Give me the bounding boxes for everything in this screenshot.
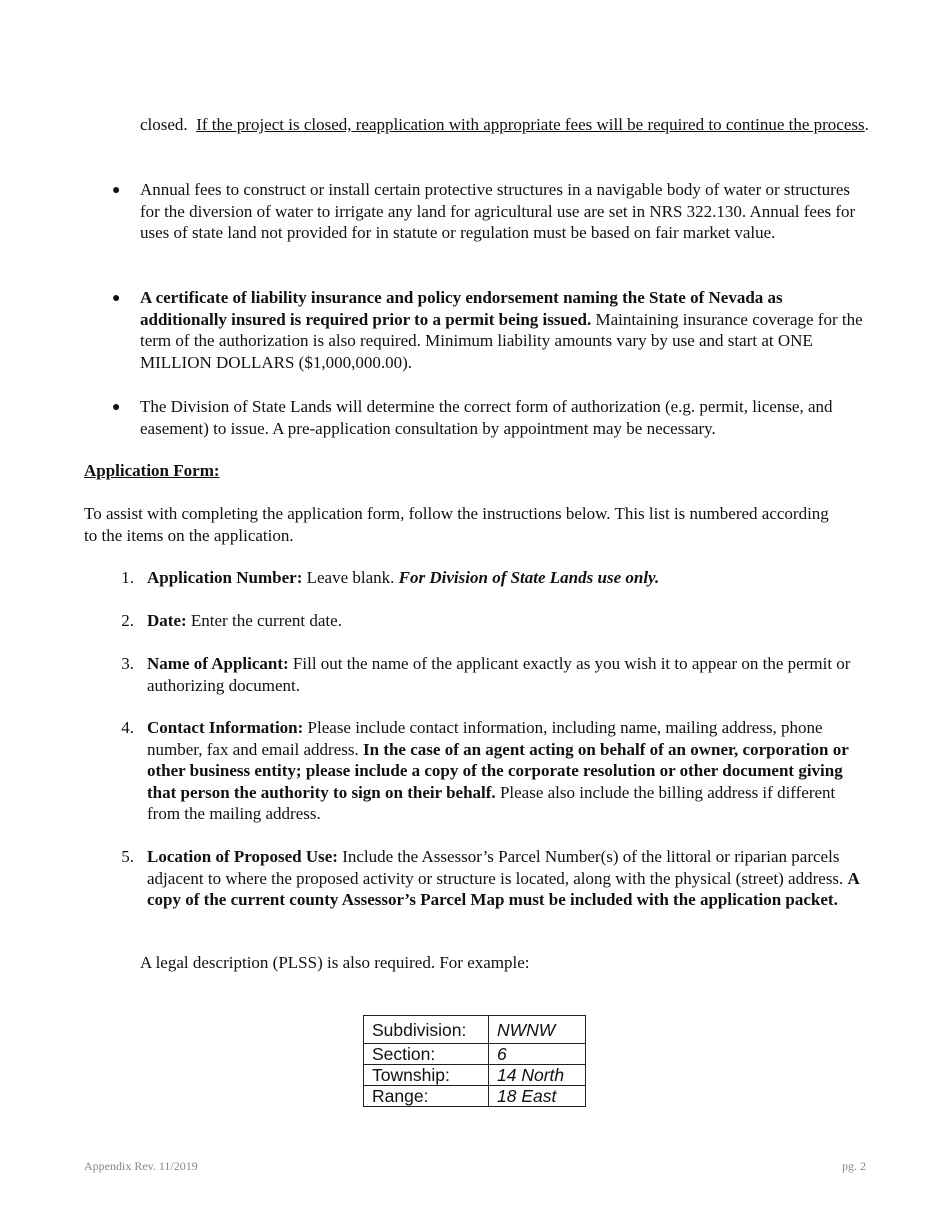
bullet-fees: Annual fees to construct or install certain protective structures in a navigable body of water or structures for the diversion of water to irrigate any land for agricultural use are set in NRS 322.130. Annual fees for uses of state land not provided for in statute or regulation must be based on fair market value. — [140, 180, 856, 242]
item-number: 3. — [121, 654, 134, 673]
bullet-icon: ● — [112, 183, 121, 198]
plss-value: NWNW — [489, 1016, 586, 1044]
item-number: 2. — [121, 611, 134, 630]
intro-period: . — [864, 115, 869, 134]
item-label: Location of Proposed Use: — [147, 847, 338, 866]
item-label: Date: — [147, 611, 187, 630]
intro-reapplication-note: If the project is closed, reapplication with appropriate fees will be required to continue the process — [196, 115, 865, 134]
legal-description-note: A legal description (PLSS) is also required. For example: — [140, 953, 530, 972]
bullet-authorization: The Division of State Lands will determine the correct form of authorization (e.g. permit, license, and easement) to issue. A pre-application consultation by appointment may be necessary. — [140, 397, 833, 438]
item-date — [147, 610, 867, 632]
item-text: Leave blank. — [302, 568, 399, 587]
bullet-icon: ● — [112, 400, 121, 415]
item-text: Fill out the name of the applicant exactly as you wish it to appear on the permit or authorizing document. — [147, 654, 851, 695]
item-bold-note: A copy of the current county Assessor’s Parcel Map must be included with the application packet. — [147, 868, 859, 909]
plss-value: 18 East — [489, 1086, 586, 1107]
item-number: 4. — [121, 718, 134, 737]
application-form-heading: Application Form: — [84, 461, 220, 480]
item-label: Contact Information: — [147, 718, 304, 737]
bullet-icon: ● — [112, 291, 121, 306]
item-number: 1. — [121, 568, 134, 587]
footer-revision: Appendix Rev. 11/2019 — [84, 1159, 198, 1173]
insurance-requirement: A certificate of liability insurance and policy endorsement naming the State of Nevada as additionally insured is required prior to a permit being issued. — [140, 288, 783, 329]
application-form-intro: To assist with completing the application form, follow the instructions below. This list is numbered according to the items on the application. — [84, 504, 829, 545]
intro-paragraph — [140, 114, 870, 136]
item-number: 5. — [121, 847, 134, 866]
table-row — [364, 1044, 586, 1065]
bullet-insurance — [140, 287, 864, 373]
item-text: Include the Assessor’s Parcel Number(s) of the littoral or riparian parcels adjacent to where the proposed activity or structure is located, along with the physical (street) address. — [147, 847, 848, 888]
item-label: Application Number: — [147, 568, 303, 587]
plss-label: Township: — [364, 1065, 489, 1086]
intro-closed-word: closed. — [140, 115, 188, 134]
insurance-details: Maintaining insurance coverage for the term of the authorization is also required. Minimum liability amounts vary by use and start at ONE MILLION DOLLARS ($1,000,000.00). — [140, 309, 863, 372]
plss-value: 14 North — [489, 1065, 586, 1086]
item-text: Please include contact information, including name, mailing address, phone number, fax and email address. — [147, 718, 823, 759]
item-emphasis: For Division of State Lands use only. — [398, 568, 660, 587]
plss-label: Subdivision: — [364, 1016, 489, 1044]
item-bold-note: In the case of an agent acting on behalf of an owner, corporation or other business entity; please include a copy of the corporate resolution or other document giving that person the authority to sign on their behalf. — [147, 739, 849, 802]
item-location-of-proposed-use — [147, 846, 869, 911]
plss-label: Range: — [364, 1086, 489, 1107]
table-row — [364, 1086, 586, 1107]
item-text-extra: Please also include the billing address if different from the mailing address. — [147, 782, 836, 823]
item-application-number — [147, 567, 867, 589]
plss-table — [363, 1015, 586, 1107]
plss-value: 6 — [489, 1044, 586, 1065]
footer-page-number: pg. 2 — [842, 1159, 866, 1173]
item-label: Name of Applicant: — [147, 654, 289, 673]
item-contact-information — [147, 717, 867, 825]
item-name-of-applicant — [147, 653, 859, 696]
table-row — [364, 1016, 586, 1044]
item-text: Enter the current date. — [186, 611, 342, 630]
plss-label: Section: — [364, 1044, 489, 1065]
table-row — [364, 1065, 586, 1086]
